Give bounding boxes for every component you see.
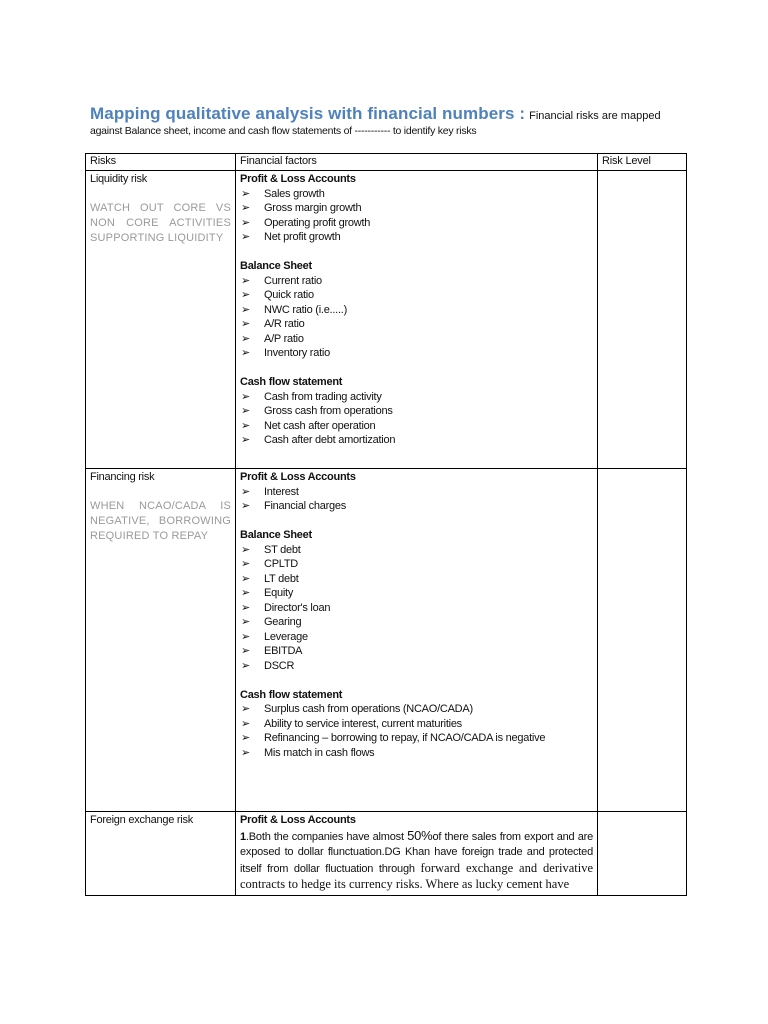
list-item bbox=[240, 731, 593, 746]
factors-cell bbox=[236, 812, 598, 896]
factor-section bbox=[240, 688, 593, 761]
section-title: Profit & Loss Accounts bbox=[240, 471, 356, 483]
list-item bbox=[240, 586, 593, 601]
arrowhead-bullet-icon: ➢ bbox=[241, 231, 250, 243]
fx-text-b: of there sales from export and are exposed to dollar flunctuation.DG Khan have foreign trade and protected itself from dollar fluctuation through bbox=[240, 830, 593, 875]
risk-note: WATCH OUT CORE VS NON CORE ACTIVITIES SUPPORTING LIQUIDITY bbox=[90, 201, 231, 244]
list-item bbox=[240, 201, 593, 216]
list-item bbox=[240, 187, 593, 202]
section-title: Balance Sheet bbox=[240, 529, 312, 541]
factor-list bbox=[240, 485, 593, 514]
factor-list bbox=[240, 543, 593, 674]
factors bbox=[236, 469, 597, 761]
risk-cell bbox=[86, 469, 236, 812]
list-item bbox=[240, 288, 593, 303]
list-item-label: Ability to service interest, current maturities bbox=[264, 717, 462, 730]
table-row bbox=[86, 469, 687, 812]
risk-cell bbox=[86, 171, 236, 469]
arrowhead-bullet-icon: ➢ bbox=[241, 405, 250, 417]
factor-section bbox=[240, 375, 593, 448]
risk-level-cell bbox=[598, 171, 687, 469]
arrowhead-bullet-icon: ➢ bbox=[241, 645, 250, 657]
list-item-label: Financial charges bbox=[264, 500, 346, 512]
list-item-label: Cash from trading activity bbox=[264, 390, 382, 403]
section-title: Balance Sheet bbox=[240, 260, 312, 272]
list-item bbox=[240, 230, 593, 245]
risk-level-cell bbox=[598, 812, 687, 896]
risk-cell bbox=[86, 812, 236, 896]
fx-percent: 50% bbox=[407, 827, 433, 843]
list-item-label: Quick ratio bbox=[264, 289, 314, 301]
list-item-label: LT debt bbox=[264, 572, 299, 585]
list-item bbox=[240, 419, 593, 434]
list-item-label: Gross cash from operations bbox=[264, 405, 393, 417]
list-item-label: Surplus cash from operations (NCAO/CADA) bbox=[264, 703, 473, 715]
factor-section bbox=[240, 172, 593, 245]
arrowhead-bullet-icon: ➢ bbox=[241, 630, 250, 643]
arrowhead-bullet-icon: ➢ bbox=[241, 434, 250, 446]
arrowhead-bullet-icon: ➢ bbox=[241, 587, 250, 599]
factors-cell bbox=[236, 171, 598, 469]
arrowhead-bullet-icon: ➢ bbox=[241, 616, 250, 628]
risk-note: WHEN NCAO/CADA IS NEGATIVE, BORROWING REQUIRED TO REPAY bbox=[90, 499, 231, 542]
factors bbox=[236, 171, 597, 449]
page-title-tail: Financial risks are mapped bbox=[529, 110, 661, 122]
arrowhead-bullet-icon: ➢ bbox=[241, 347, 250, 359]
list-item-label: CPLTD bbox=[264, 558, 298, 570]
factor-section bbox=[240, 259, 593, 361]
fx-number: 1 bbox=[240, 830, 246, 843]
list-item bbox=[240, 572, 593, 587]
risk-name: Financing risk bbox=[90, 471, 155, 483]
fx-paragraph bbox=[240, 828, 593, 894]
factor-list bbox=[240, 274, 593, 361]
arrowhead-bullet-icon: ➢ bbox=[241, 485, 250, 498]
header-financial-factors: Financial factors bbox=[236, 154, 598, 171]
list-item-label: DSCR bbox=[264, 659, 295, 672]
factor-section bbox=[240, 470, 593, 514]
list-item-label: Refinancing – borrowing to repay, if NCAO/CADA is negative bbox=[264, 732, 546, 744]
list-item-label: Interest bbox=[264, 485, 299, 498]
arrowhead-bullet-icon: ➢ bbox=[241, 289, 250, 301]
list-item-label: Sales growth bbox=[264, 187, 325, 200]
fx-text-c: forward exchange and derivative contracts to hedge its currency risks. Where as lucky cement have bbox=[240, 860, 593, 891]
list-item-label: Director's loan bbox=[264, 601, 331, 614]
arrowhead-bullet-icon: ➢ bbox=[241, 601, 250, 614]
list-item bbox=[240, 485, 593, 500]
factor-list bbox=[240, 390, 593, 448]
list-item bbox=[240, 717, 593, 732]
table-row bbox=[86, 171, 687, 469]
list-item-label: Gross margin growth bbox=[264, 202, 362, 214]
table-header-row bbox=[86, 154, 687, 171]
arrowhead-bullet-icon: ➢ bbox=[241, 202, 250, 214]
arrowhead-bullet-icon: ➢ bbox=[241, 318, 250, 330]
list-item-label: Equity bbox=[264, 587, 294, 599]
list-item bbox=[240, 346, 593, 361]
arrowhead-bullet-icon: ➢ bbox=[241, 558, 250, 570]
arrowhead-bullet-icon: ➢ bbox=[241, 703, 250, 715]
list-item-label: Mis match in cash flows bbox=[264, 746, 375, 759]
arrowhead-bullet-icon: ➢ bbox=[241, 390, 250, 403]
list-item bbox=[240, 390, 593, 405]
list-item bbox=[240, 659, 593, 674]
risk-mapping-table bbox=[85, 153, 687, 896]
list-item-label: Operating profit growth bbox=[264, 216, 371, 229]
list-item bbox=[240, 433, 593, 448]
section-title: Profit & Loss Accounts bbox=[240, 814, 356, 826]
list-item bbox=[240, 317, 593, 332]
list-item bbox=[240, 499, 593, 514]
page-title: Mapping qualitative analysis with financial numbers : bbox=[90, 104, 526, 123]
list-item-label: Gearing bbox=[264, 616, 302, 628]
heading bbox=[90, 104, 661, 124]
list-item bbox=[240, 601, 593, 616]
list-item bbox=[240, 543, 593, 558]
list-item bbox=[240, 630, 593, 645]
list-item-label: Net cash after operation bbox=[264, 419, 376, 432]
list-item bbox=[240, 332, 593, 347]
header-risk-level: Risk Level bbox=[598, 154, 687, 171]
arrowhead-bullet-icon: ➢ bbox=[241, 419, 250, 432]
header-risks: Risks bbox=[86, 154, 236, 171]
list-item bbox=[240, 216, 593, 231]
list-item-label: EBITDA bbox=[264, 645, 303, 657]
section-title: Profit & Loss Accounts bbox=[240, 173, 356, 185]
factor-section bbox=[240, 528, 593, 673]
factor-list bbox=[240, 187, 593, 245]
arrowhead-bullet-icon: ➢ bbox=[241, 746, 250, 759]
page-subtitle: against Balance sheet, income and cash flow statements of ----------- to identify key risks bbox=[90, 125, 477, 137]
risk-name: Foreign exchange risk bbox=[90, 814, 193, 826]
risk-name: Liquidity risk bbox=[90, 173, 148, 185]
arrowhead-bullet-icon: ➢ bbox=[241, 187, 250, 200]
arrowhead-bullet-icon: ➢ bbox=[241, 332, 250, 345]
arrowhead-bullet-icon: ➢ bbox=[241, 572, 250, 585]
list-item bbox=[240, 274, 593, 289]
list-item-label: Net profit growth bbox=[264, 231, 341, 243]
arrowhead-bullet-icon: ➢ bbox=[241, 732, 250, 744]
section-title: Cash flow statement bbox=[240, 688, 343, 701]
list-item bbox=[240, 557, 593, 572]
table-row bbox=[86, 812, 687, 896]
list-item-label: A/P ratio bbox=[264, 332, 304, 345]
list-item bbox=[240, 702, 593, 717]
risk-level-cell bbox=[598, 469, 687, 812]
arrowhead-bullet-icon: ➢ bbox=[241, 500, 250, 512]
list-item-label: A/R ratio bbox=[264, 318, 305, 330]
arrowhead-bullet-icon: ➢ bbox=[241, 274, 250, 287]
arrowhead-bullet-icon: ➢ bbox=[241, 543, 250, 556]
arrowhead-bullet-icon: ➢ bbox=[241, 216, 250, 229]
factors-cell bbox=[236, 469, 598, 812]
list-item-label: Current ratio bbox=[264, 274, 322, 287]
list-item bbox=[240, 615, 593, 630]
list-item bbox=[240, 303, 593, 318]
list-item-label: NWC ratio (i.e.....) bbox=[264, 303, 348, 316]
list-item bbox=[240, 404, 593, 419]
list-item bbox=[240, 746, 593, 761]
list-item bbox=[240, 644, 593, 659]
arrowhead-bullet-icon: ➢ bbox=[241, 717, 250, 730]
arrowhead-bullet-icon: ➢ bbox=[241, 303, 250, 316]
factor-list bbox=[240, 702, 593, 760]
list-item-label: Cash after debt amortization bbox=[264, 434, 396, 446]
fx-text-a: .Both the companies have almost bbox=[245, 830, 408, 843]
section-title: Cash flow statement bbox=[240, 376, 343, 388]
list-item-label: Leverage bbox=[264, 630, 308, 643]
list-item-label: Inventory ratio bbox=[264, 347, 330, 359]
arrowhead-bullet-icon: ➢ bbox=[241, 659, 250, 672]
list-item-label: ST debt bbox=[264, 543, 301, 556]
